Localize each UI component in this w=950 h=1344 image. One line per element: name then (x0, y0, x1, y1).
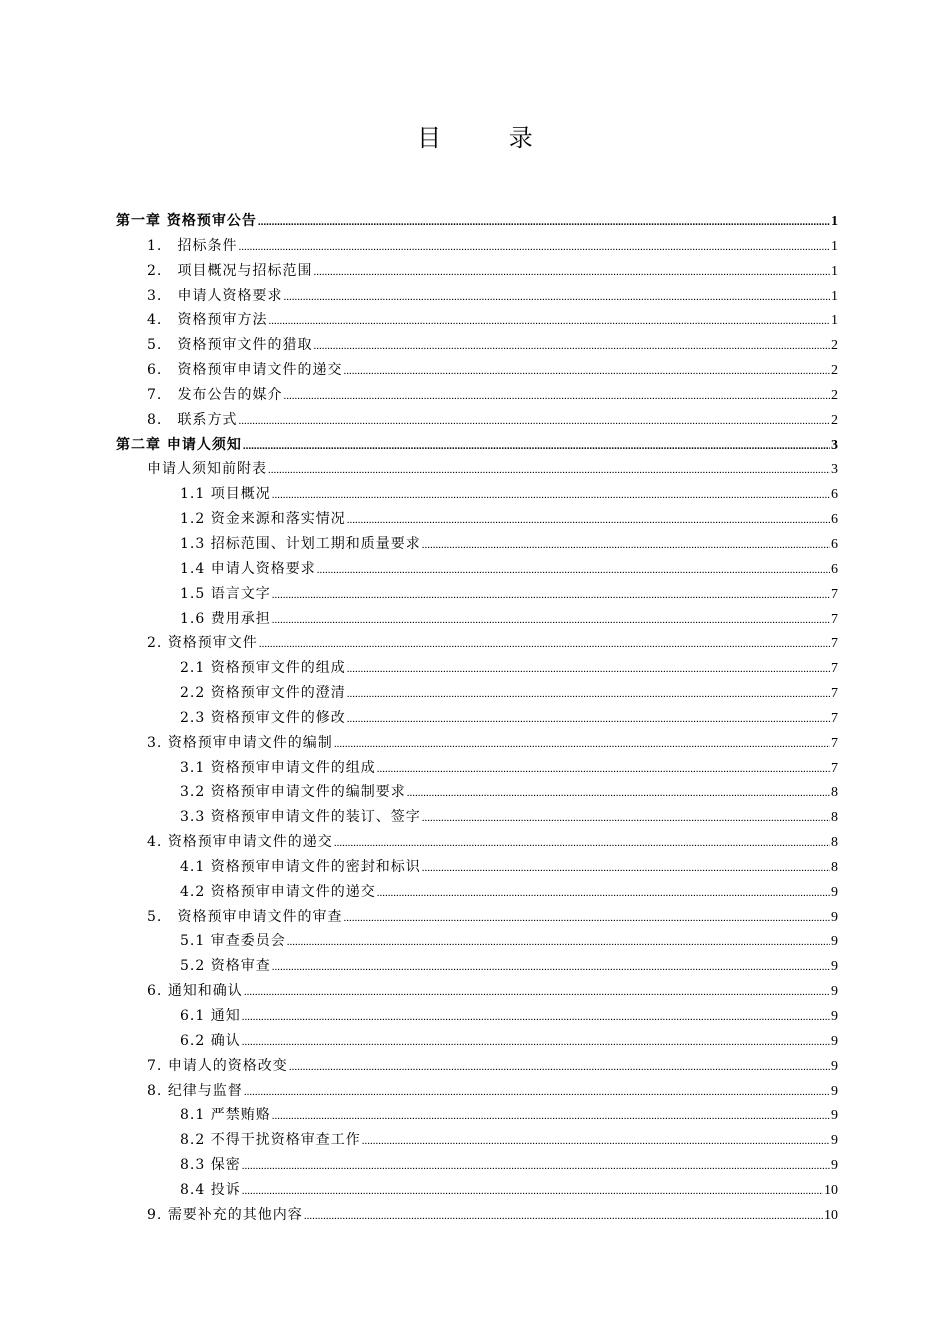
toc-entry[interactable] (116, 954, 838, 979)
toc-leader-dots (347, 508, 830, 533)
toc-entry-text: 发布公告的媒介 (177, 386, 283, 403)
toc-leader-dots (272, 608, 830, 633)
toc-entry-page-number: 6 (831, 536, 838, 552)
toc-entry-number: 2.1 (180, 660, 206, 677)
toc-entry[interactable] (116, 756, 838, 781)
toc-entry-number: 1.2 (180, 511, 206, 528)
toc-leader-dots (334, 732, 830, 757)
toc-entry-text: 申请人的资格改变 (167, 1057, 288, 1074)
toc-entry-label (147, 383, 282, 408)
toc-entry-text: 项目概况 (210, 486, 271, 503)
toc-entry-text: 联系方式 (177, 411, 238, 428)
toc-entry[interactable] (116, 681, 838, 706)
toc-entry-text: 申请人资格要求 (177, 287, 283, 304)
toc-entry-page-number: 1 (831, 214, 838, 229)
toc-entry-number: 1.1 (180, 486, 206, 503)
toc-entry-label (180, 1178, 241, 1203)
toc-entry[interactable] (116, 457, 838, 482)
toc-entry-number: 1.5 (180, 585, 206, 602)
toc-entry-page-number: 9 (831, 984, 838, 1000)
toc-entry-number: 8.2 (180, 1132, 206, 1149)
toc-entry-page-number: 7 (831, 710, 838, 726)
toc-leader-dots (377, 757, 830, 782)
toc-entry[interactable] (116, 1103, 838, 1128)
toc-entry[interactable] (116, 929, 838, 954)
toc-entry-label (147, 358, 342, 383)
toc-entry-page-number: 8 (831, 810, 838, 826)
toc-entry-number: 8.1 (180, 1107, 206, 1124)
toc-entry-number: 2.2 (180, 685, 206, 702)
toc-entry-label (147, 830, 333, 855)
toc-entry-label (180, 756, 376, 781)
toc-entry-label (147, 1203, 303, 1228)
toc-entry-label (180, 929, 286, 954)
toc-entry[interactable] (116, 905, 838, 930)
toc-entry-text: 资格预审申请文件的递交 (210, 883, 376, 900)
toc-entry-number: 9. (147, 1206, 163, 1223)
toc-entry-page-number: 9 (831, 1108, 838, 1124)
toc-entry[interactable] (116, 855, 838, 880)
toc-entry-text: 资格预审申请文件的密封和标识 (210, 858, 421, 875)
toc-entry-page-number: 6 (831, 512, 838, 528)
toc-entry-page-number: 7 (831, 611, 838, 627)
toc-entry-page-number: 1 (831, 288, 838, 304)
toc-entry-page-number: 9 (831, 884, 838, 900)
toc-leader-dots (259, 632, 830, 657)
toc-entry-text: 资格预审文件的修改 (210, 709, 346, 726)
toc-leader-dots (268, 458, 830, 483)
toc-entry[interactable] (116, 259, 838, 284)
toc-entry-text: 资格预审文件 (167, 635, 258, 652)
toc-entry-text: 资格预审文件的组成 (210, 660, 346, 677)
toc-entry-label (180, 880, 376, 905)
toc-entry-label (147, 1054, 288, 1079)
toc-entry-page-number: 8 (831, 835, 838, 851)
toc-entry-label (147, 457, 267, 482)
toc-entry-number: 7. (147, 386, 163, 403)
toc-entry-page-number: 9 (831, 1009, 838, 1024)
toc-entry-number: 5. (147, 337, 163, 354)
toc-leader-dots (347, 707, 830, 732)
toc-entry-number: 2.3 (180, 709, 206, 726)
toc-entry-page-number: 9 (831, 934, 838, 950)
toc-entry[interactable] (116, 234, 838, 259)
toc-entry-label (147, 979, 243, 1004)
toc-entry-number: 4.2 (180, 883, 206, 900)
toc-entry[interactable] (116, 582, 838, 607)
toc-entry-page-number: 9 (831, 1058, 838, 1074)
toc-entry[interactable] (116, 408, 838, 433)
toc-leader-dots (242, 1154, 830, 1179)
toc-entry-page-number: 9 (831, 909, 838, 925)
toc-entry-text: 第二章 申请人须知 (116, 436, 242, 453)
toc-entry-page-number: 8 (831, 785, 838, 801)
toc-entry-page-number: 9 (831, 959, 838, 975)
toc-entry-label (180, 557, 316, 582)
toc-entry[interactable] (116, 1128, 838, 1153)
toc-entry-number: 8. (147, 411, 163, 428)
toc-entry-page-number: 10 (824, 1207, 838, 1223)
page-title: 目 录 (417, 124, 563, 152)
toc-leader-dots (268, 309, 830, 334)
toc-entry-label (147, 333, 312, 358)
toc-leader-dots (362, 1129, 830, 1154)
toc-leader-dots (244, 980, 830, 1005)
toc-entry[interactable] (116, 1153, 838, 1178)
toc-entry-text: 项目概况与招标范围 (177, 262, 313, 279)
toc-entry-text: 审查委员会 (210, 933, 286, 950)
toc-entry-page-number: 7 (831, 661, 838, 677)
toc-entry-number: 8.4 (180, 1181, 206, 1198)
toc-entry[interactable] (116, 631, 838, 656)
toc-leader-dots (422, 533, 830, 558)
toc-leader-dots (272, 583, 830, 608)
toc-entry-text: 申请人须知前附表 (147, 461, 267, 478)
toc-entry-page-number: 1 (831, 313, 838, 329)
toc-leader-dots (243, 434, 830, 459)
toc-entry-text: 通知 (210, 1008, 241, 1024)
toc-leader-dots (272, 1104, 830, 1129)
toc-leader-dots (238, 235, 830, 260)
toc-entry[interactable] (116, 358, 838, 383)
toc-entry-page-number: 9 (831, 1133, 838, 1149)
toc-entry[interactable] (116, 1054, 838, 1079)
toc-entry[interactable] (116, 433, 838, 458)
toc-entry-text: 资格预审申请文件的递交 (167, 834, 333, 851)
toc-leader-dots (313, 334, 830, 359)
toc-entry-number: 3.1 (180, 759, 206, 776)
toc-leader-dots (289, 1055, 830, 1080)
toc-entry-text: 需要补充的其他内容 (167, 1206, 303, 1223)
toc-entry-page-number: 2 (831, 412, 838, 428)
toc-entry-label (180, 582, 271, 607)
toc-entry-page-number: 6 (831, 487, 838, 503)
toc-entry[interactable] (116, 979, 838, 1004)
toc-entry[interactable] (116, 557, 838, 582)
toc-entry-number: 5.1 (180, 933, 206, 950)
toc-entry-number: 2. (147, 262, 163, 279)
toc-entry-number: 3.2 (180, 784, 206, 801)
toc-entry[interactable] (116, 1029, 838, 1054)
toc-entry-label (147, 905, 342, 930)
toc-entry[interactable] (116, 209, 838, 234)
toc-leader-dots (347, 682, 830, 707)
toc-entry-label (147, 731, 333, 756)
toc-entry-number: 4.1 (180, 858, 206, 875)
toc-entry-page-number: 7 (831, 636, 838, 652)
toc-entry-text: 资格预审申请文件的编制 (167, 734, 333, 751)
toc-entry[interactable] (116, 731, 838, 756)
toc-entry-text: 不得干扰资格审查工作 (210, 1132, 361, 1149)
toc-entry-text: 资格预审申请文件的装订、签字 (210, 809, 421, 826)
toc-entry-page-number: 8 (831, 859, 838, 875)
toc-entry-number: 6.2 (180, 1032, 206, 1049)
toc-entry-text: 第一章 资格预审公告 (116, 213, 257, 229)
toc-leader-dots (422, 806, 830, 831)
toc-entry-page-number: 7 (831, 586, 838, 602)
toc-entry-label (180, 482, 271, 507)
toc-entry[interactable] (116, 482, 838, 507)
toc-entry-text: 通知和确认 (167, 983, 243, 1000)
toc-entry-label (180, 532, 421, 557)
toc-entry[interactable] (116, 333, 838, 358)
toc-entry-page-number: 9 (831, 1033, 838, 1049)
toc-entry-number: 6. (147, 362, 163, 379)
toc-entry[interactable] (116, 656, 838, 681)
toc-entry-label (180, 954, 271, 979)
toc-entry[interactable] (116, 284, 838, 309)
toc-entry-number: 3. (147, 734, 163, 751)
toc-entry-number: 6.1 (180, 1008, 206, 1024)
toc-entry-label (180, 681, 346, 706)
toc-entry[interactable] (116, 805, 838, 830)
toc-entry-page-number: 3 (831, 462, 838, 478)
toc-entry-number: 5.2 (180, 958, 206, 975)
toc-entry-label (180, 607, 271, 632)
toc-entry[interactable] (116, 780, 838, 805)
toc-entry-label (180, 1153, 241, 1178)
toc-entry-text: 语言文字 (210, 585, 271, 602)
toc-entry-text: 确认 (210, 1032, 241, 1049)
toc-entry-label (147, 1079, 243, 1104)
toc-entry-page-number: 1 (831, 263, 838, 279)
toc-entry[interactable] (116, 507, 838, 532)
toc-leader-dots (283, 384, 830, 409)
toc-leader-dots (407, 781, 830, 806)
toc-entry[interactable] (116, 1203, 838, 1228)
toc-entry-text: 资格预审申请文件的组成 (210, 759, 376, 776)
toc-entry-page-number: 2 (831, 338, 838, 354)
toc-entry-label (180, 1029, 241, 1054)
toc-leader-dots (287, 930, 830, 955)
toc-entry-page-number: 9 (831, 1083, 838, 1099)
toc-leader-dots (343, 359, 830, 384)
toc-entry[interactable] (116, 706, 838, 731)
toc-entry-number: 1.6 (180, 610, 206, 627)
toc-entry-label (180, 855, 421, 880)
toc-entry[interactable] (116, 607, 838, 632)
toc-entry-page-number: 7 (831, 686, 838, 702)
toc-entry-page-number: 6 (831, 561, 838, 577)
toc-leader-dots (317, 558, 830, 583)
toc-entry-label (147, 284, 282, 309)
toc-entry-page-number: 7 (831, 735, 838, 751)
toc-entry-text: 资格预审文件的猎取 (177, 337, 313, 354)
toc-leader-dots (422, 856, 830, 881)
toc-entry-text: 申请人资格要求 (210, 560, 316, 577)
toc-entry-text: 资格审查 (210, 958, 271, 975)
toc-entry-text: 费用承担 (210, 610, 271, 627)
toc-entry-text: 纪律与监督 (167, 1082, 243, 1099)
toc-entry-number: 3.3 (180, 809, 206, 826)
toc-entry-label (147, 631, 258, 656)
toc-entry-label (147, 308, 267, 333)
toc-entry-text: 资格预审申请文件的编制要求 (210, 784, 406, 801)
toc-entry-page-number: 9 (831, 1158, 838, 1174)
toc-leader-dots (347, 657, 830, 682)
toc-entry-number: 6. (147, 983, 163, 1000)
toc-entry-number: 1.3 (180, 535, 206, 552)
toc-entry-page-number: 7 (831, 760, 838, 776)
toc-entry-page-number: 2 (831, 387, 838, 403)
toc-leader-dots (343, 906, 830, 931)
toc-entry-number: 5. (147, 908, 163, 925)
toc-entry-text: 招标范围、计划工期和质量要求 (210, 535, 421, 552)
toc-entry-text: 严禁贿赂 (210, 1107, 271, 1124)
toc-entry-label (147, 234, 237, 259)
toc-entry-page-number: 1 (831, 238, 838, 254)
toc-entry[interactable] (116, 532, 838, 557)
toc-entry-label (147, 259, 312, 284)
toc-leader-dots (272, 483, 830, 508)
toc-entry-label (180, 780, 406, 805)
toc-leader-dots (304, 1204, 823, 1229)
toc-entry-page-number: 3 (831, 437, 838, 453)
toc-entry-text: 资金来源和落实情况 (210, 511, 346, 528)
toc-entry-label (116, 209, 257, 234)
toc-entry-text: 招标条件 (177, 237, 238, 254)
toc-entry-label (180, 1128, 361, 1153)
toc-entry-label (180, 706, 346, 731)
toc-entry-number: 7. (147, 1057, 163, 1074)
toc-leader-dots (258, 210, 830, 235)
toc-leader-dots (238, 409, 830, 434)
toc-entry-number: 3. (147, 287, 163, 304)
toc-entry-number: 8.3 (180, 1157, 206, 1174)
toc-entry[interactable] (116, 308, 838, 333)
toc-entry-number: 1. (147, 237, 163, 254)
toc-entry[interactable] (116, 830, 838, 855)
toc-entry[interactable] (116, 1178, 838, 1203)
toc-entry-text: 资格预审方法 (177, 312, 268, 329)
toc-entry-label (116, 433, 242, 458)
table-of-contents (116, 209, 838, 1228)
toc-entry[interactable] (116, 383, 838, 408)
toc-entry-label (180, 656, 346, 681)
toc-leader-dots (272, 955, 830, 980)
toc-entry-label (180, 1103, 271, 1128)
toc-entry-page-number: 2 (831, 363, 838, 379)
toc-entry-page-number: 10 (824, 1182, 838, 1198)
toc-entry[interactable] (116, 880, 838, 905)
toc-entry-number: 4. (147, 834, 163, 851)
toc-leader-dots (242, 1179, 823, 1204)
toc-entry[interactable] (116, 1004, 838, 1029)
toc-entry-label (147, 408, 237, 433)
toc-entry-text: 投诉 (210, 1181, 241, 1198)
toc-leader-dots (283, 285, 830, 310)
toc-entry[interactable] (116, 1079, 838, 1104)
toc-entry-text: 保密 (210, 1157, 241, 1174)
toc-leader-dots (334, 831, 830, 856)
toc-leader-dots (313, 260, 830, 285)
toc-leader-dots (242, 1005, 830, 1030)
toc-entry-label (180, 805, 421, 830)
toc-entry-text: 资格预审申请文件的审查 (177, 908, 343, 925)
toc-entry-label (180, 1004, 241, 1029)
toc-entry-number: 8. (147, 1082, 163, 1099)
toc-entry-text: 资格预审文件的澄清 (210, 685, 346, 702)
toc-leader-dots (377, 881, 830, 906)
toc-entry-text: 资格预审申请文件的递交 (177, 362, 343, 379)
toc-entry-label (180, 507, 346, 532)
toc-leader-dots (244, 1080, 830, 1105)
toc-entry-number: 2. (147, 635, 163, 652)
toc-entry-number: 4. (147, 312, 163, 329)
toc-entry-number: 1.4 (180, 560, 206, 577)
toc-leader-dots (242, 1030, 830, 1055)
